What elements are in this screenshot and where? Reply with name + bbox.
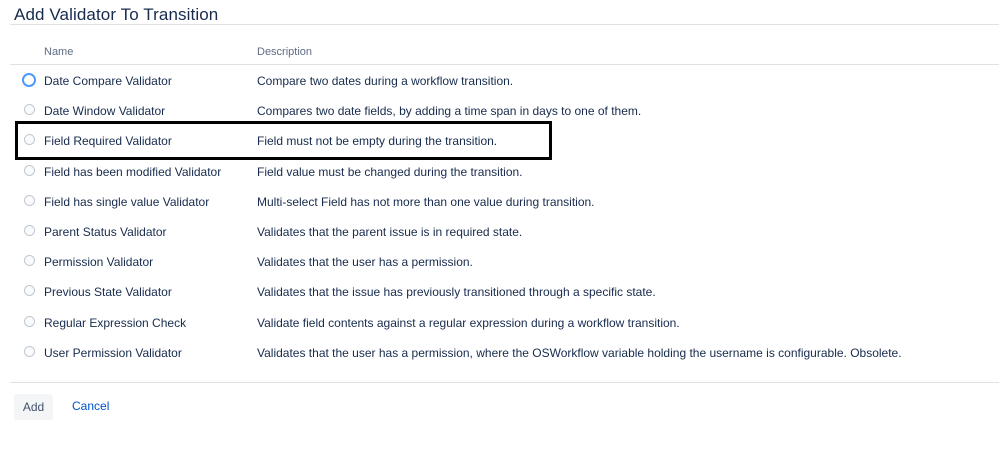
radio-button[interactable]	[24, 346, 35, 357]
validator-name: Previous State Validator	[44, 285, 172, 300]
validator-description: Validates that the user has a permission, where the OSWorkflow variable holding the username is configurable. Obsolete.	[257, 345, 902, 360]
validator-name: Date Compare Validator	[44, 74, 172, 88]
header-divider	[10, 64, 999, 65]
add-button[interactable]: Add	[14, 394, 53, 420]
validator-row-field-required[interactable]	[0, 126, 999, 156]
validator-description: Field must not be empty during the transition.	[257, 134, 498, 149]
radio-button[interactable]	[24, 225, 35, 236]
radio-button[interactable]	[24, 104, 35, 115]
validator-row-parent-status[interactable]	[0, 217, 999, 247]
validator-description: Validates that the parent issue is in required state.	[257, 224, 523, 239]
validator-name: Parent Status Validator	[44, 224, 167, 239]
column-header-description: Description	[257, 46, 313, 58]
validator-name: Permission Validator	[44, 255, 154, 270]
validator-name: User Permission Validator	[44, 345, 182, 360]
validator-row-permission[interactable]	[0, 247, 999, 277]
validator-row-date-compare[interactable]	[0, 66, 999, 96]
title-divider	[10, 24, 999, 25]
validator-row-user-permission[interactable]	[0, 338, 999, 368]
validator-row-date-window[interactable]	[0, 96, 999, 126]
radio-button[interactable]	[24, 134, 35, 145]
validator-name: Field has single value Validator	[44, 194, 210, 209]
validator-name: Field has been modified Validator	[44, 164, 222, 179]
radio-button[interactable]	[24, 255, 35, 266]
validator-name: Date Window Validator	[44, 104, 166, 119]
validator-row-previous-state[interactable]	[0, 277, 999, 307]
validator-description: Compare two dates during a workflow transition.	[257, 74, 514, 88]
radio-button[interactable]	[24, 195, 35, 206]
radio-button[interactable]	[24, 285, 35, 296]
validator-name: Regular Expression Check	[44, 315, 187, 330]
validator-description: Compares two date fields, by adding a time span in days to one of them.	[257, 104, 642, 119]
validator-description: Validate field contents against a regular expression during a workflow transition.	[257, 315, 680, 330]
radio-button[interactable]	[22, 73, 36, 87]
validator-row-regex-check[interactable]	[0, 308, 999, 338]
validator-description: Field value must be changed during the transition.	[257, 164, 523, 179]
validator-list	[0, 66, 999, 368]
validator-description: Validates that the user has a permission.	[257, 255, 473, 270]
radio-button[interactable]	[24, 316, 35, 327]
validator-row-field-modified[interactable]	[0, 157, 999, 187]
column-header-name: Name	[44, 46, 74, 58]
cancel-link[interactable]: Cancel	[72, 399, 110, 413]
validator-description: Multi-select Field has not more than one value during transition.	[257, 194, 595, 209]
radio-button[interactable]	[24, 165, 35, 176]
validator-description: Validates that the issue has previously transitioned through a specific state.	[257, 285, 656, 300]
footer-divider	[10, 382, 999, 383]
validator-row-field-single-value[interactable]	[0, 187, 999, 217]
validator-name: Field Required Validator	[44, 134, 172, 149]
page-title: Add Validator To Transition	[14, 5, 219, 24]
